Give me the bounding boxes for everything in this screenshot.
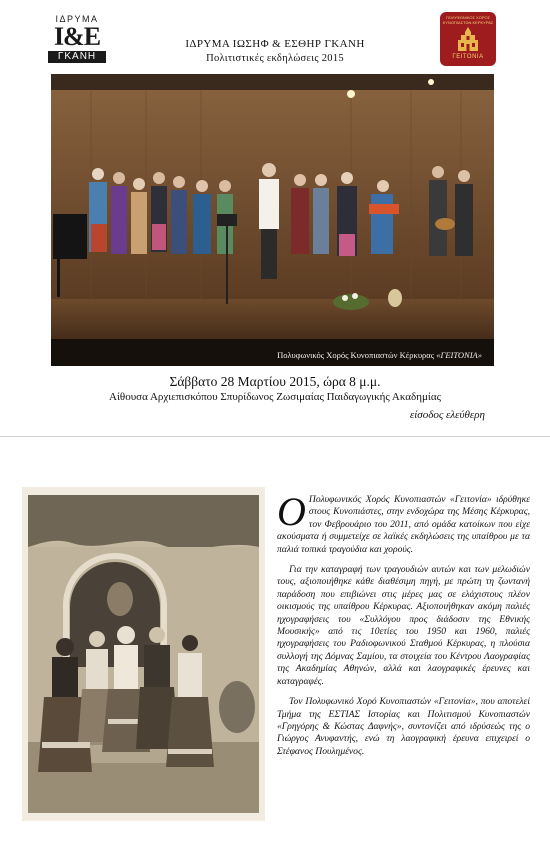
- article-dropcap: Ο: [277, 489, 306, 534]
- foundation-logo: [48, 14, 106, 66]
- choir-logo-brand: ΓΕΙΤΟΝΙΑ: [452, 54, 484, 60]
- event-venue: Αίθουσα Αρχιεπισκόπου Σπυρίδωνος Ζωσιμαίας Παιδαγωγικής Ακαδημίας: [109, 391, 441, 403]
- choir-history-article: [277, 489, 530, 766]
- event-date: Σάββατο 28 Μαρτίου 2015, ώρα 8 μ.μ.: [169, 374, 381, 389]
- choir-stage-photo: [51, 74, 494, 366]
- events-subtitle: Πολιτιστικές εκδηλώσεις 2015: [206, 53, 344, 64]
- caption-text: Πολυφωνικός Χορός Κυνοπιαστών Κέρκυρας: [277, 350, 435, 360]
- choir-logo-small-text: ΠΟΛΥΦΩΝΙΚΟΣ ΧΟΡΟΣ ΚΥΝΟΠΙΑΣΤΩΝ ΚΕΡΚΥΡΑΣ: [442, 15, 494, 25]
- article-paragraph-1: [277, 489, 530, 556]
- historic-photo: [22, 487, 265, 821]
- panel-divider: [0, 436, 550, 437]
- free-entry-note: είσοδος ελεύθερη: [409, 409, 485, 421]
- stage-photo-illustration: [51, 74, 494, 366]
- historic-photo-illustration: [22, 487, 265, 821]
- logo-left-bottom-text: ΓΚΑΝΗ: [48, 51, 106, 63]
- stage-photo-caption: [277, 350, 482, 360]
- bell-tower-icon: [454, 26, 482, 52]
- caption-choir-name: «ΓΕΙΤΟΝΙΑ»: [436, 350, 482, 360]
- choir-logo: [440, 12, 496, 66]
- logo-left-monogram: Ι&Ε: [53, 22, 101, 51]
- logo-left-top-text: ΙΔΡΥΜΑ: [55, 14, 99, 24]
- article-paragraph-1-text: Πολυφωνικός Χορός Κυνοπιαστών «Γειτονία» ιδρύθηκε στους Κυνοπιάστες, στην ενδοχώρα της Μέσης Κέρκυρας, τον Φεβρουάριο του 2011, από ομάδα κατοίκων που είχε ακούσματα ή συμμετείχε σε λαϊκές εκδηλώσεις της υπαίθρου με τα παλιά τοπικά τραγούδια και χορούς.: [277, 494, 530, 555]
- article-paragraph-3: Τον Πολυφωνικό Χορό Κυνοπιαστών «Γειτονία», που αποτελεί Τμήμα της ΕΣΤΙΑΣ Ιστορίας και Πολιτισμού Κυνοπιαστών «Γρηγόρης & Κώστας Δαφνής», συντονίζει από ιδρύσεώς της ο Γιώργος Ανυφαντής, ενώ τη λαογραφική έρευνα επιχειρεί ο Στέφανος Πουλημένος.: [277, 696, 530, 757]
- foundation-title: ΙΔΡΥΜΑ ΙΩΣΗΦ & ΕΣΘΗΡ ΓΚΑΝΗ: [185, 38, 365, 50]
- article-paragraph-2: Για την καταγραφή των τραγουδιών αυτών και των μελωδιών τους, αξιοποιήθηκε κάθε διαθέσιμη πηγή, με πρώτη τη ζωντανή παράδοση που επιβιώνει στις μέρες μας σε ελάχιστους πλέον οικισμούς της υπαίθρου Κέρκυρας. Αξιοποιήθηκαν ακόμη παλιές ηχογραφήσεις του «Συλλόγου προς διάδοσιν της Εθνικής Μουσικής» από τις 10ετίες του 1950 και 1960, παλιές ηχογραφήσεις του Ραδιοφωνικού Σταθμού Κέρκυρας, η πλούσια συλλογή της Δόμνας Σαμίου, τα στοιχεία του Κέντρου Λαογραφίας της Ακαδημίας Αθηνών, αλλά και λαογραφικές έρευνες και καταγραφές.: [277, 564, 530, 687]
